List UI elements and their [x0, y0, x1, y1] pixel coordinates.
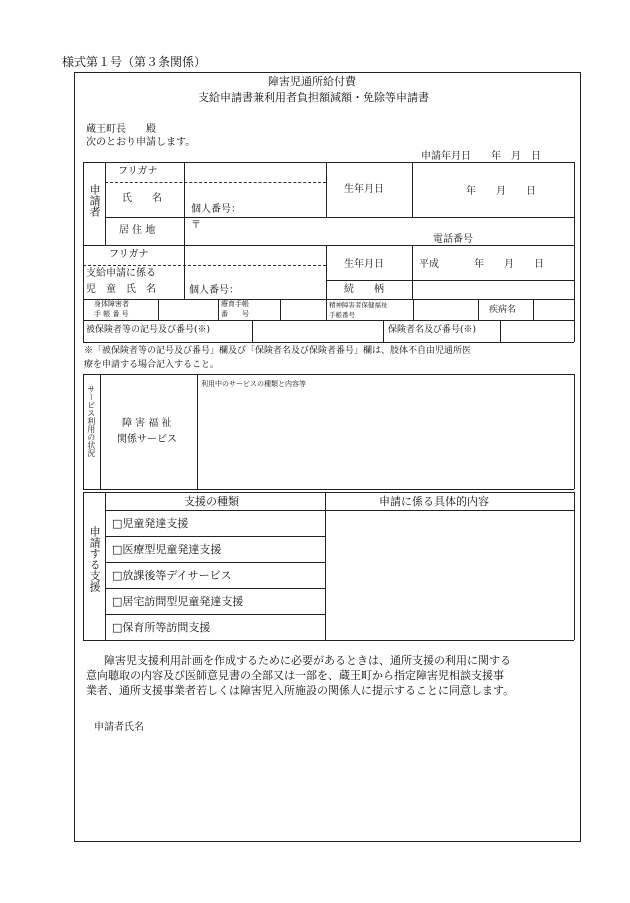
- consent-line-3: 業者、通所支援事業者若しくは障害児入所施設の関係人に提示することに同意します。: [86, 684, 515, 697]
- child-name-label-2: 児 童 氏 名: [86, 284, 156, 295]
- support-option[interactable]: □居宅訪問型児童発達支援: [112, 595, 244, 608]
- phone-label: 電話番号: [433, 234, 473, 245]
- consent-line-1: 障害児支援利用計画を作成するために必要があるときは、通所支援の利用に関する: [104, 654, 511, 667]
- applicant-address-label: 居 住 地: [119, 225, 156, 236]
- support-option[interactable]: □医療型児童発達支援: [112, 543, 222, 556]
- physical-handbook-label-1: 身体障害者: [94, 300, 129, 308]
- rehab-handbook-label-2: 番 号: [221, 310, 249, 318]
- postal-mark: 〒: [191, 220, 201, 231]
- mental-handbook-label-2: 手帳番号: [329, 311, 355, 319]
- physical-handbook-label-2: 手 帳 番 号: [94, 310, 129, 318]
- child-individual-number-label: 個人番号：: [189, 285, 239, 296]
- apply-date: 申請年月日 年 月 日: [421, 151, 541, 162]
- form-id: 様式第１号（第３条関係）: [62, 55, 207, 69]
- service-content-label: 利用中のサービスの種類と内容等: [201, 380, 306, 388]
- support-detail-header: 申請に係る具体的内容: [379, 495, 489, 508]
- support-option[interactable]: □放課後等デイサービス: [112, 569, 232, 582]
- applicant-furigana-label: フリガナ: [118, 166, 158, 177]
- disease-label: 疾病名: [489, 305, 517, 315]
- title-line2: 支給申請書兼利用者負担額減額・免除等申請書: [198, 91, 429, 104]
- support-section-label: 申請する支援: [88, 526, 102, 592]
- consent-line-2: 意向聴取の内容及び医師意見書の全部又は一部を、蔵王町から指定障害児相談支援事: [86, 669, 504, 682]
- intro-text: 次のとおり申請します。: [86, 137, 196, 148]
- applicant-name-label: 氏 名: [122, 193, 162, 204]
- support-option[interactable]: □児童発達支援: [112, 517, 189, 530]
- service-category-line-1: 障 害 福 祉: [122, 418, 172, 429]
- applicant-individual-number-label: 個人番号：: [191, 204, 241, 215]
- child-era-label: 平成: [419, 259, 439, 270]
- mental-handbook-label-1: 精神障害者保健福祉: [329, 301, 388, 309]
- child-birth-date: 年 月 日: [474, 259, 544, 270]
- service-usage-section-label: サービス利用の状況: [86, 385, 96, 457]
- signature-label: 申請者氏名: [94, 722, 144, 733]
- applicant-birth-label: 生年月日: [344, 184, 384, 195]
- support-type-header: 支援の種類: [184, 495, 239, 508]
- note-line-1: ※「被保険者等の記号及び番号」欄及び「保険者名及び保険者番号」欄は、肢体不自由児通所医: [84, 346, 472, 356]
- insured-number-label: 被保険者等の記号及び番号(※): [86, 325, 211, 335]
- title-line1: 障害児通所給付費: [268, 75, 356, 88]
- child-furigana-label: フリガナ: [109, 249, 149, 260]
- support-option[interactable]: □保育所等訪問支援: [112, 621, 211, 634]
- child-relation-label: 続 柄: [344, 284, 384, 295]
- child-name-label-1: 支給申請に係る: [86, 268, 156, 279]
- applicant-section-label: 申請者: [88, 184, 102, 217]
- insurer-label: 保険者名及び番号(※): [388, 325, 477, 335]
- applicant-birth-date: 年 月 日: [466, 186, 536, 197]
- child-birth-label: 生年月日: [344, 259, 384, 270]
- note-line-2: 療を申請する場合記入すること。: [84, 360, 220, 370]
- addressee: 蔵王町長 殿: [86, 124, 156, 135]
- rehab-handbook-label-1: 療育手帳: [221, 300, 249, 308]
- service-category-line-2: 関係サービス: [117, 434, 177, 445]
